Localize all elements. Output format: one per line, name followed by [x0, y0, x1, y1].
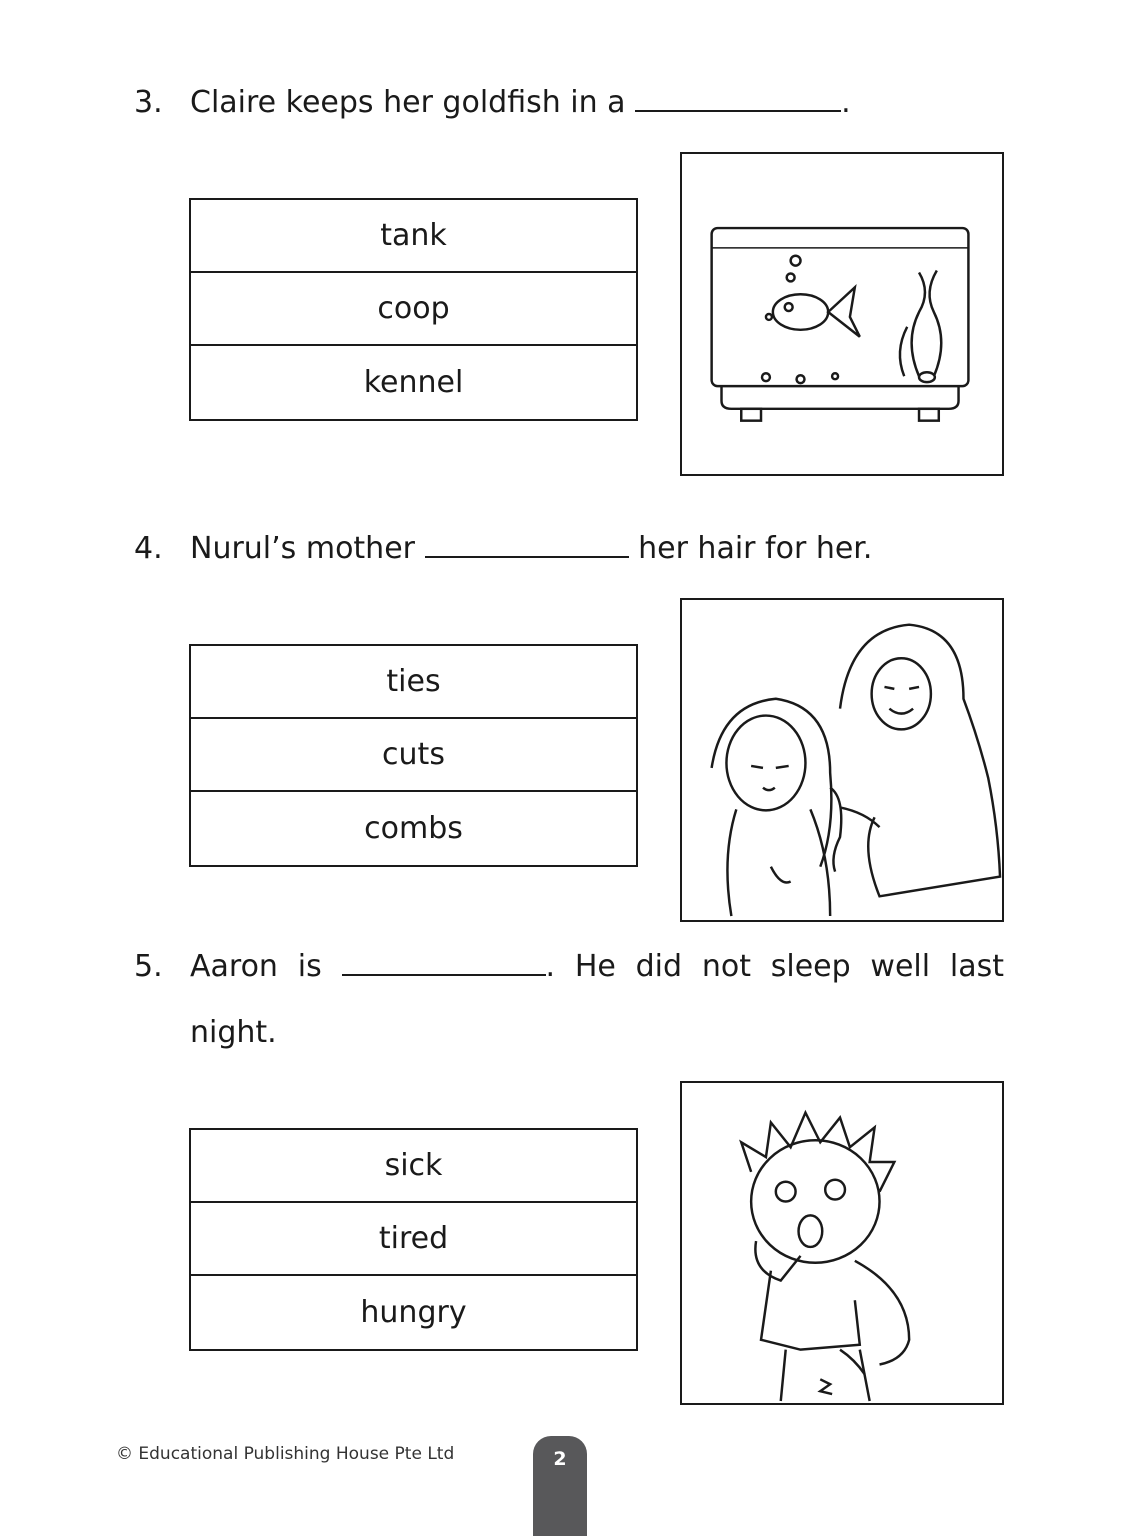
yawning-boy-illustration [680, 1081, 1004, 1405]
option[interactable]: combs [364, 811, 463, 846]
question-3: 3. Claire keeps her goldfish in a . [134, 85, 851, 120]
question-number: 5. [134, 949, 163, 984]
question-text: Claire keeps her goldfish in a [190, 85, 626, 120]
option[interactable]: ties [191, 646, 636, 719]
option[interactable]: tired [191, 1203, 636, 1276]
question-text: Nurul’s mother [190, 531, 415, 566]
answer-blank[interactable] [342, 948, 546, 976]
question-5-line2: night. [190, 1015, 277, 1050]
question-5: 5. Aaron is . He did not sleep well last [134, 949, 1004, 984]
options-table-q3 [189, 198, 638, 421]
option[interactable]: sick [191, 1130, 636, 1203]
question-4: 4. Nurul’s mother her hair for her. [134, 531, 873, 566]
copyright-text: © Educational Publishing House Pte Ltd [116, 1444, 455, 1464]
question-number: 4. [134, 531, 163, 566]
options-table-q5 [189, 1128, 638, 1351]
option[interactable]: cuts [191, 719, 636, 792]
answer-blank[interactable] [635, 84, 841, 112]
question-number: 3. [134, 85, 163, 120]
page-number-tab: 2 [533, 1436, 587, 1536]
question-text: Aaron is [190, 949, 322, 984]
option[interactable]: hungry [360, 1295, 467, 1330]
mother-tying-hair-illustration [680, 598, 1004, 922]
option[interactable]: kennel [363, 365, 464, 400]
option[interactable]: tank [191, 200, 636, 273]
option[interactable]: coop [191, 273, 636, 346]
options-table-q4 [189, 644, 638, 867]
answer-blank[interactable] [425, 530, 629, 558]
goldfish-tank-illustration [680, 152, 1004, 476]
